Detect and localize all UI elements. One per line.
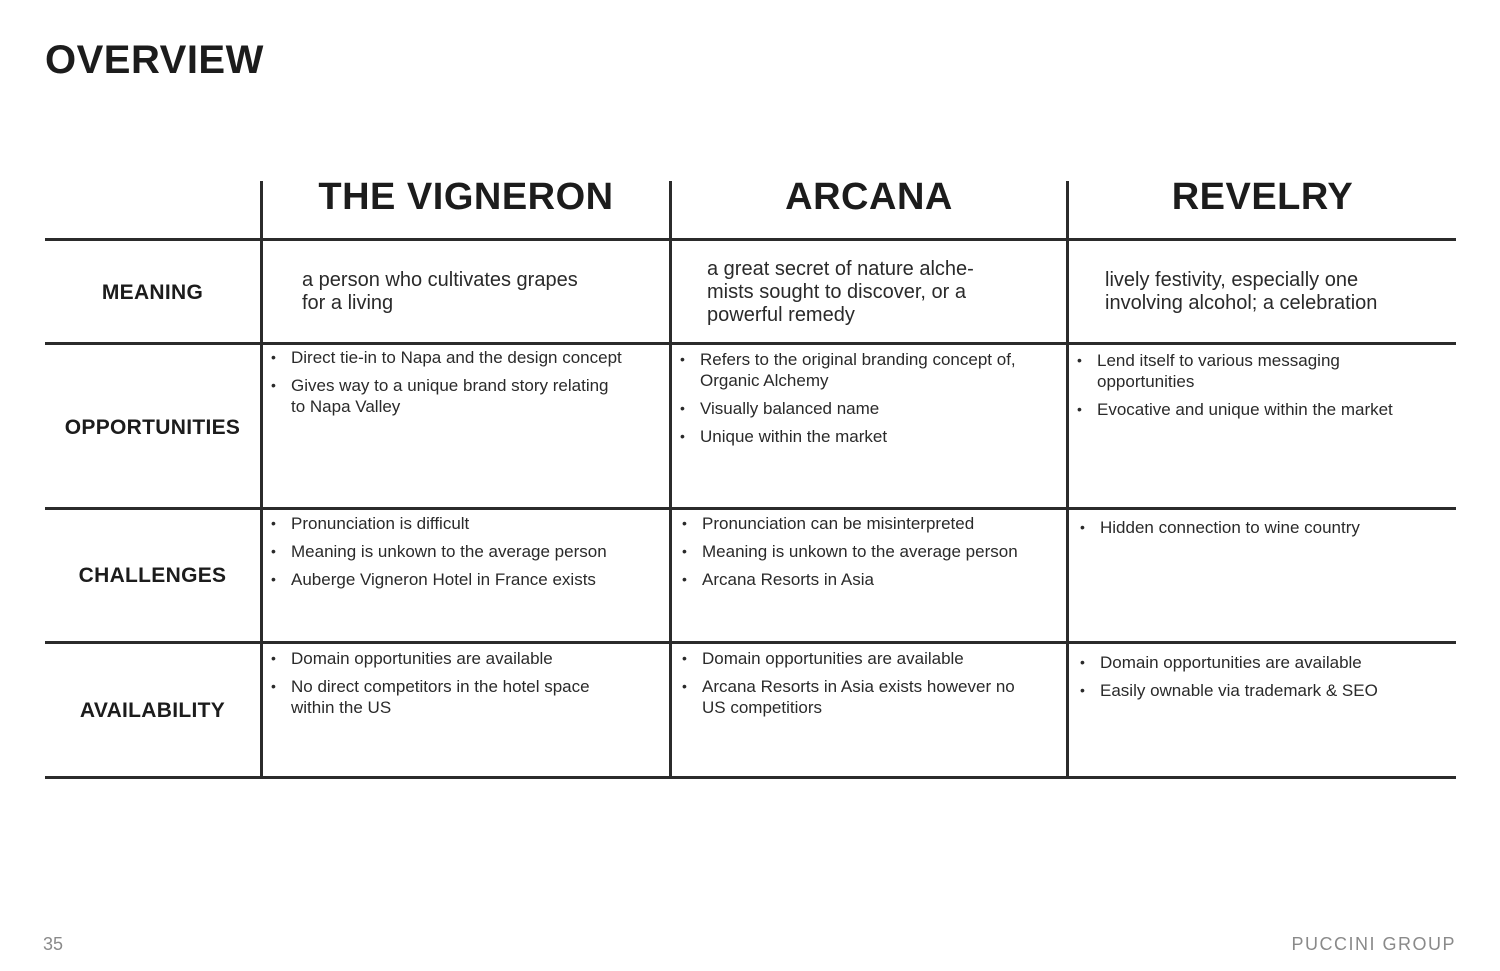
list-item: • Unique within the market	[675, 426, 1063, 447]
list-item: • Pronunciation is difficult	[266, 513, 664, 534]
list-item: • Evocative and unique within the market	[1072, 399, 1452, 420]
meaning-cell-revelry	[1105, 269, 1377, 315]
availability-list-arcana	[677, 648, 1063, 725]
list-item: • Gives way to a unique brand story relating to Napa Valley	[266, 375, 664, 417]
list-item: • Meaning is unkown to the average person	[266, 541, 664, 562]
list-item: • Arcana Resorts in Asia	[677, 569, 1063, 590]
list-item: • Domain opportunities are available	[677, 648, 1063, 669]
column-header-vigneron: THE VIGNERON	[318, 176, 614, 218]
list-item: • Visually balanced name	[675, 398, 1063, 419]
meaning-line: mists sought to discover, or a	[707, 281, 967, 303]
row-label-availability: AVAILABILITY	[79, 699, 226, 722]
table-column-rule	[669, 181, 672, 779]
opportunities-list-vigneron	[266, 347, 664, 424]
table-rule	[45, 238, 1456, 241]
row-label-challenges: CHALLENGES	[78, 564, 227, 587]
list-item: • Auberge Vigneron Hotel in France exists	[266, 569, 664, 590]
opportunities-list-arcana	[675, 349, 1063, 454]
meaning-line: a person who cultivates grapes	[302, 269, 578, 291]
page-title: OVERVIEW	[45, 38, 264, 82]
challenges-list-arcana	[677, 513, 1063, 597]
list-item: • Domain opportunities are available	[266, 648, 664, 669]
list-item: • Lend itself to various messaging opportunities	[1072, 350, 1452, 392]
meaning-line: a great secret of nature alche-	[707, 258, 974, 280]
list-item: • Meaning is unkown to the average person	[677, 541, 1063, 562]
page-number: 35	[43, 934, 64, 954]
meaning-line: for a living	[302, 292, 394, 314]
list-item: • Easily ownable via trademark & SEO	[1075, 680, 1452, 701]
meaning-cell-arcana	[707, 258, 974, 327]
meaning-line: powerful remedy	[707, 304, 855, 326]
row-label-meaning: MEANING	[101, 281, 204, 304]
list-item: • No direct competitors in the hotel space within the US	[266, 676, 664, 718]
list-item: • Domain opportunities are available	[1075, 652, 1452, 673]
meaning-line: lively festivity, especially one	[1105, 269, 1359, 291]
challenges-list-vigneron	[266, 513, 664, 597]
list-item: • Hidden connection to wine country	[1075, 517, 1452, 538]
table-rule	[45, 641, 1456, 644]
availability-list-vigneron	[266, 648, 664, 725]
column-header-revelry: REVELRY	[1171, 176, 1354, 218]
table-column-rule	[260, 181, 263, 779]
meaning-line: involving alcohol; a celebration	[1105, 292, 1378, 314]
table-rule	[45, 776, 1456, 779]
opportunities-list-revelry	[1072, 350, 1452, 427]
availability-list-revelry	[1075, 652, 1452, 708]
challenges-list-revelry	[1075, 517, 1452, 545]
row-label-opportunities: OPPORTUNITIES	[64, 416, 241, 439]
list-item: • Direct tie-in to Napa and the design concept	[266, 347, 664, 368]
column-header-arcana: ARCANA	[785, 176, 953, 218]
table-rule	[45, 342, 1456, 345]
table-column-rule	[1066, 181, 1069, 779]
table-rule	[45, 507, 1456, 510]
footer-brand: PUCCINI GROUP	[1291, 934, 1456, 954]
list-item: • Pronunciation can be misinterpreted	[677, 513, 1063, 534]
meaning-cell-vigneron	[302, 269, 578, 315]
list-item: • Arcana Resorts in Asia exists however no US competitiors	[677, 676, 1063, 718]
list-item: • Refers to the original branding concept of, Organic Alchemy	[675, 349, 1063, 391]
